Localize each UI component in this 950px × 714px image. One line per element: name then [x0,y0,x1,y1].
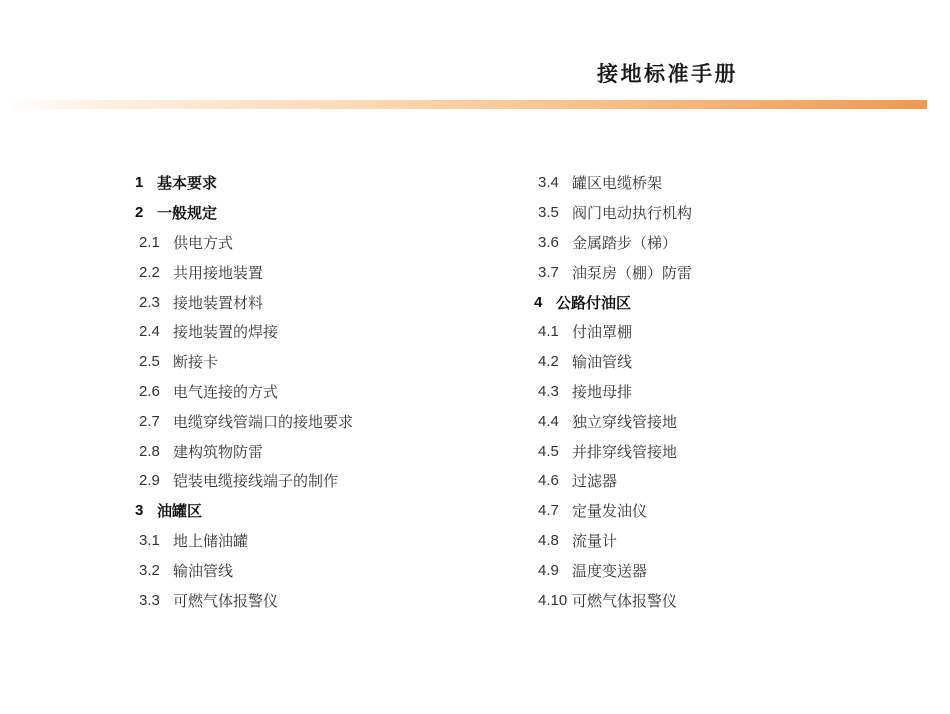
toc-item-label: 电缆穿线管端口的接地要求 [173,413,354,431]
toc-item-number: 2.4 [139,323,160,341]
toc-item-label: 供电方式 [173,234,234,252]
toc-item-label: 定量发油仪 [572,503,648,521]
toc-item [135,406,520,436]
toc-item-number: 3.2 [139,561,160,579]
toc-item [135,526,520,556]
toc-item-label: 地上储油罐 [173,532,249,550]
toc-item-label: 建构筑物防雷 [173,443,264,461]
toc-item-label: 阀门电动执行机构 [572,205,693,223]
toc-item-label: 接地装置材料 [173,294,264,312]
toc-item-number: 2.1 [139,233,160,251]
toc-item-label: 公路付油区 [556,294,632,312]
toc-item [534,406,924,436]
toc-item-number: 4.4 [538,412,559,430]
toc-item [534,317,924,347]
toc-item-label: 罐区电缆桥架 [572,175,663,193]
toc-item-number: 4.1 [538,323,559,341]
toc-item-label: 输油管线 [572,354,633,372]
toc-item [135,347,520,377]
toc-item-label: 铠装电缆接线端子的制作 [173,473,339,491]
toc-item [534,287,924,317]
toc-item-label: 断接卡 [173,354,219,372]
toc-item-number: 4.3 [538,382,559,400]
toc-item [135,228,520,258]
toc-item [135,198,520,228]
toc-item-number: 2.3 [139,293,160,311]
accent-gradient-bar [12,100,927,109]
toc-item [534,377,924,407]
toc-item-label: 流量计 [572,532,618,550]
toc-item [534,347,924,377]
toc-item-label: 独立穿线管接地 [572,413,678,431]
toc-item-number: 4.5 [538,442,559,460]
toc-item-label: 电气连接的方式 [173,383,279,401]
toc-item-number: 2.2 [139,263,160,281]
toc-item-number: 4.2 [538,353,559,371]
toc-item-number: 3 [135,502,144,520]
toc-item-number: 2.9 [139,472,160,490]
toc-column-left [135,168,520,615]
toc-item-number: 3.4 [538,174,559,192]
toc-item-number: 3.7 [538,263,559,281]
toc-item [135,496,520,526]
toc-item [135,377,520,407]
toc-item-label: 接地母排 [572,383,633,401]
toc-item [135,555,520,585]
toc-item-label: 接地装置的焊接 [173,324,279,342]
toc-item [534,257,924,287]
toc-item [534,436,924,466]
toc-item-label: 过滤器 [572,473,618,491]
toc-item-number: 4.6 [538,472,559,490]
toc-item [534,585,924,615]
toc-item-number: 2 [135,204,144,222]
toc-item [534,168,924,198]
toc-item-number: 3.1 [139,531,160,549]
toc-item-label: 金属踏步（梯） [572,234,678,252]
toc-item [135,168,520,198]
toc-item-label: 一般规定 [157,205,218,223]
toc-item-label: 基本要求 [157,175,218,193]
toc-item-label: 并排穿线管接地 [572,443,678,461]
toc-item [135,287,520,317]
toc-item-label: 付油罩棚 [572,324,633,342]
toc-item-number: 1 [135,174,144,192]
toc-item-number: 2.7 [139,412,160,430]
toc-item-label: 油泵房（棚）防雷 [572,264,693,282]
toc-item [135,436,520,466]
toc-item-label: 温度变送器 [572,562,648,580]
toc-item [534,466,924,496]
toc-item-label: 油罐区 [157,503,203,521]
toc-item-number: 4.8 [538,531,559,549]
toc-item [534,526,924,556]
toc-item [534,555,924,585]
toc-item [135,585,520,615]
toc-column-right [534,168,924,615]
toc-item-number: 4 [534,293,543,311]
toc-item [135,257,520,287]
toc-item-number: 4.7 [538,502,559,520]
toc-item-number: 3.5 [538,204,559,222]
toc-item-number: 2.5 [139,353,160,371]
toc-item-number: 3.3 [139,591,160,609]
toc-item-label: 可燃气体报警仪 [572,592,678,610]
toc-item [135,466,520,496]
toc-item-label: 共用接地装置 [173,264,264,282]
toc-item-number: 3.6 [538,233,559,251]
toc-item-number: 4.9 [538,561,559,579]
toc-item [135,317,520,347]
toc-item-number: 2.8 [139,442,160,460]
page-title: 接地标准手册 [597,63,738,86]
toc-item-number: 2.6 [139,382,160,400]
toc-item-number: 4.10 [538,591,568,609]
toc-item [534,496,924,526]
toc-item-label: 可燃气体报警仪 [173,592,279,610]
toc-item-label: 输油管线 [173,562,234,580]
toc-item [534,198,924,228]
toc-item [534,228,924,258]
